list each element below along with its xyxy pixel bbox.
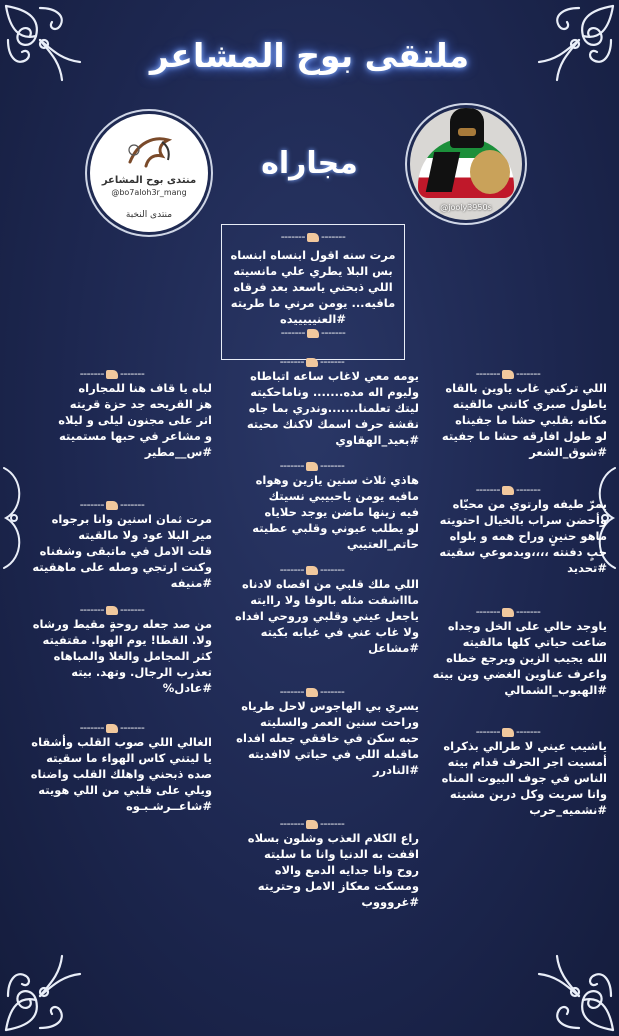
profile-avatar xyxy=(410,108,522,220)
poet-tag: #منيفه xyxy=(170,576,212,590)
writing-hand-icon xyxy=(106,370,118,379)
poem-line: مافيه يومن ياحبيبي نسيتك xyxy=(268,489,419,503)
poem-line: اللي ملك قلبي من اقصاه لادناه xyxy=(242,577,419,591)
poem-line: الناس في جوف البيوت المناه xyxy=(441,771,607,785)
poem-line: نقشة حرف اسمك لاكنك محيته xyxy=(246,417,419,431)
featured-poem-box xyxy=(221,224,405,360)
poem-line: ياطول صبري كانني مالقيته xyxy=(452,397,607,411)
poem-block xyxy=(205,356,419,448)
separator: ------- ------- xyxy=(79,603,145,616)
poem-line: ماهو حنينٍ وراح همه و بلواه xyxy=(449,529,607,543)
poem-line: بس البلا يطري علي مانسيته xyxy=(233,264,393,278)
poem-line: واعرف عناوين الغضي وين بيته xyxy=(432,667,607,681)
avatar-handle: @jooly3950s xyxy=(440,203,492,212)
poem-line: يمرّ طيفه وارتوي من محيّاه xyxy=(452,497,607,511)
writing-hand-icon xyxy=(306,358,318,367)
poem-line: مير البلا عود ولا مالقيته xyxy=(78,528,212,542)
poem-line: ماقبله اللي في حياتي لاافديته xyxy=(247,747,419,761)
writing-hand-icon xyxy=(306,688,318,697)
writing-hand-icon xyxy=(106,724,118,733)
poem-line: لباه يا قاف هنا للمجاراه xyxy=(78,381,212,395)
poem-line: ومسكت معكاز الامل وحتريته xyxy=(257,879,419,893)
poem-line: فيه زينها ماضن يوجد حلاياه xyxy=(264,505,419,519)
poem-line: من صد جعله روحةٍ مقيط ورشاه xyxy=(32,617,212,631)
poem-line: الغالي اللي صوب القلب وأشقاه xyxy=(31,735,212,749)
ornament-corner-icon xyxy=(0,941,95,1036)
poem-line: قلت الامل في ماتبقى وشفناه xyxy=(39,544,212,558)
poet-tag: #العنيييييده xyxy=(280,312,346,326)
poem-block xyxy=(205,460,419,552)
poem-line: ياجعل عيني وقلبي وروحي افداه xyxy=(235,609,419,623)
poem-line: وراحت سنين العمر والسليته xyxy=(259,715,419,729)
separator: ------- ------- xyxy=(475,483,541,496)
poem-line: هز القريحه جد حزة قريته xyxy=(69,397,212,411)
writing-hand-icon xyxy=(306,462,318,471)
separator: ------- ------- xyxy=(475,605,541,618)
poem-line: لو طول افارقه حشا ما جفيته xyxy=(441,429,607,443)
poet-tag: #مشاعل xyxy=(368,641,419,655)
poem-line: ولا غاب عني في غيابه بكيته xyxy=(260,625,419,639)
poem-line: مرت سنه اقول ابنساه ابنساه xyxy=(230,248,396,262)
poet-tag: #غروووب xyxy=(361,895,419,909)
separator: ------- ------- xyxy=(279,817,345,830)
poem-line: لو يطلب عيوني وقلبي عطيته xyxy=(252,521,419,535)
ornament-corner-icon xyxy=(524,941,619,1036)
writing-hand-icon xyxy=(307,329,319,338)
separator: ------- ------- xyxy=(475,367,541,380)
writing-hand-icon xyxy=(106,501,118,510)
writing-hand-icon xyxy=(306,566,318,575)
poem-line: اللي ذبحني ياسعد بعد فرقاه xyxy=(233,280,393,294)
poem-line: يومه معي لاغاب ساعه اتباطاه xyxy=(250,369,419,383)
poem-line: ضاعت حياتي كلها مالقيته xyxy=(462,635,607,649)
poem-block xyxy=(12,368,212,460)
poem-block xyxy=(12,499,212,591)
poem-line: وأحضن سراب بالخيال احتويته xyxy=(439,513,607,527)
separator: ------- ------- xyxy=(79,498,145,511)
logo-handle: @bo7aloh3r_mang xyxy=(111,188,187,197)
poem-line: تعذرب الرجال. وتهد. بيته xyxy=(71,665,212,679)
poem-line: حبٍ دفنته ،،،،وبدموعي سقيته xyxy=(439,545,607,559)
poem-line: أمسيت اجر الحرف قدام بيته xyxy=(447,755,607,769)
poem-block xyxy=(409,606,607,698)
writing-hand-icon xyxy=(502,608,514,617)
poem-block xyxy=(12,722,212,814)
poet-tag: #الهبوب_الشمالي xyxy=(504,683,607,697)
poem-line: وكنت ارتجي وصله على ماهقيته xyxy=(32,560,212,574)
poem-line: مافيه... يومن مرني ما طريته xyxy=(230,296,396,310)
poem-line: مرت ثمان اسنين وانا برجواه xyxy=(51,512,212,526)
poet-tag: #بعيد_الهقاوي xyxy=(335,433,419,447)
poem-line: يسري بي الهاجوس لاحل طرياه xyxy=(241,699,419,713)
page-subtitle: مجاراه xyxy=(261,146,358,181)
poem-block xyxy=(409,484,607,576)
separator: ------- ------- xyxy=(279,685,345,698)
poet-tag: #تحديد xyxy=(567,561,607,575)
forum-logo xyxy=(90,114,208,232)
separator: ------- ------- xyxy=(79,367,145,380)
writing-hand-icon xyxy=(106,606,118,615)
poem-block xyxy=(205,564,419,656)
separator: ------- ------- xyxy=(280,326,346,339)
poem-line: وليوم اله مده....... وناماحكيته xyxy=(250,385,419,399)
poem-line: حبه سكن في خافقي جعله افداه xyxy=(236,731,419,745)
horse-logo-icon xyxy=(124,132,174,174)
separator: ------- ------- xyxy=(279,563,345,576)
poet-tag: #شوق_الشعر xyxy=(529,445,607,459)
poem-line: اقفت به الدنيا وانا ما سليته xyxy=(264,847,419,861)
poem-line: روح وانا جدايه الدمع والاه xyxy=(274,863,419,877)
poem-line: وانا سريت وكل دربن مشيته xyxy=(449,787,607,801)
poem-line: ماااشفت مثله بالوفا ولا راايته xyxy=(250,593,419,607)
poet-tag: #عادل% xyxy=(162,681,212,695)
poem-block xyxy=(409,726,607,818)
poet-tag: #نشميه_حرب xyxy=(529,803,607,817)
poem-line: مكانه بقلبي حشا ما جفيناه xyxy=(455,413,607,427)
poem-line: ليتك تعلمنا.......وندري بما جاه xyxy=(248,401,419,415)
separator: ------- ------- xyxy=(279,459,345,472)
logo-name: منتدى بوح المشاعر xyxy=(101,175,197,186)
logo-tagline: منتدى النخبة xyxy=(125,210,173,220)
poem-line: هاذي ثلاث سنين يازين وهواه xyxy=(255,473,419,487)
poem-line: اللي تركني غاب ياوين بالقاه xyxy=(445,381,607,395)
poem-line: كثر المجامل والغلا والمباهاه xyxy=(53,649,212,663)
separator: ------- ------- xyxy=(475,725,541,738)
poet-tag: #س__مطير xyxy=(144,445,212,459)
writing-hand-icon xyxy=(307,233,319,242)
poem-line: الله يجيب الزين ويرجع خطاه xyxy=(446,651,607,665)
poet-tag: #شاعــرشـبـوه xyxy=(126,799,212,813)
poem-line: يا ليتني كاس الهواء ما سقيته xyxy=(46,751,212,765)
poem-line: و مشاعر في حبها مستميته xyxy=(59,429,212,443)
separator: ------- ------- xyxy=(79,721,145,734)
writing-hand-icon xyxy=(306,820,318,829)
poem-line: اثر على مجنون ليلى و ليلاه xyxy=(58,413,212,427)
poem-line: ويلي على قلبي من اللي هويته xyxy=(38,783,212,797)
writing-hand-icon xyxy=(502,486,514,495)
poem-block xyxy=(409,368,607,460)
poem-block xyxy=(12,604,212,696)
poem-line: راع الكلام العذب وشلون بسلاه xyxy=(247,831,419,845)
writing-hand-icon xyxy=(502,728,514,737)
page-title: ملتقى بوح المشاعر xyxy=(149,36,470,75)
poet-tag: حاتم_العتيبي xyxy=(346,537,419,551)
poem-line: صده ذبحني واهلك القلب واضناه xyxy=(30,767,212,781)
separator: ------- ------- xyxy=(279,355,345,368)
poem-block xyxy=(205,686,419,778)
poem-line: ياوجد حالي على الخل وجداه xyxy=(447,619,607,633)
poem-block xyxy=(205,818,419,910)
poem-line: ولا. القطا! يوم الهوا. مقتفيته xyxy=(42,633,212,647)
poem-line: ياشيب عيني لا طرالي بذكراه xyxy=(443,739,607,753)
separator: ------- ------- xyxy=(280,230,346,243)
writing-hand-icon xyxy=(502,370,514,379)
poet-tag: #النادرر xyxy=(372,763,419,777)
